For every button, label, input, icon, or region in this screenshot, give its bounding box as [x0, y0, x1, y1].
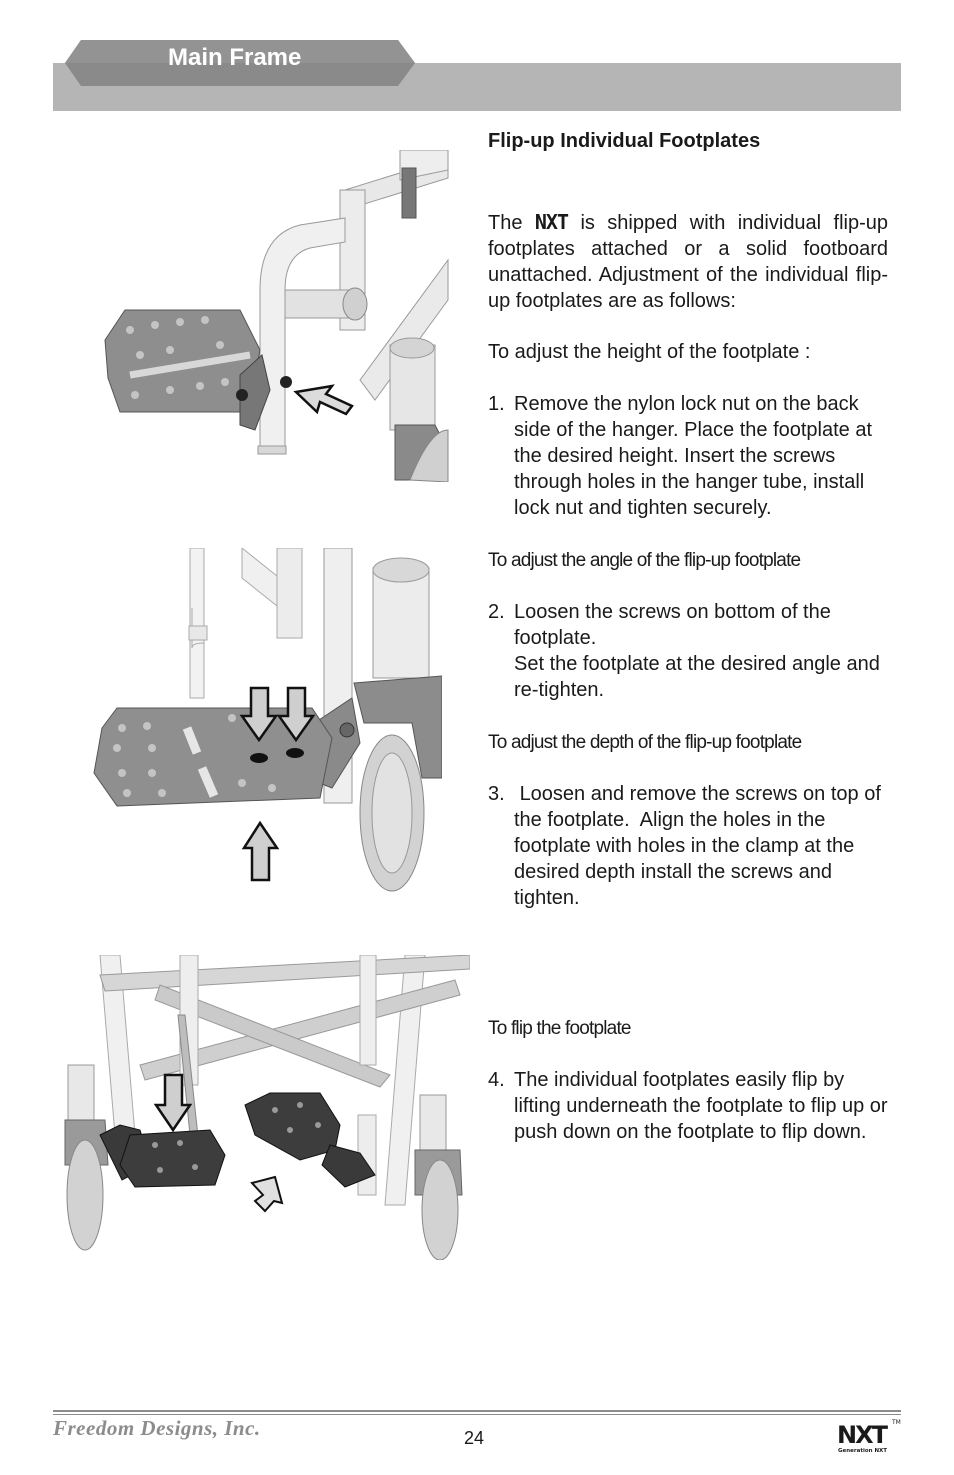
step-text: Loosen the screws on bottom of the footplate.: [514, 601, 831, 649]
logo-tm: TM: [892, 1419, 901, 1426]
page-title: Main Frame: [168, 44, 302, 71]
step-2: [488, 599, 890, 703]
step-text: The individual footplates easily flip by lifting underneath the footplate to flip up or push down on the footplate to flip down.: [514, 1069, 888, 1143]
nxt-inline-logo: NXT: [534, 210, 569, 234]
depth-heading: To adjust the depth of the flip-up footplate: [488, 732, 802, 753]
intro-paragraph: [488, 209, 888, 314]
step-text: Loosen and remove the screws on top of the footplate. Align the holes in the footplate with holes in the clamp at the desired depth install the screws and tighten.: [514, 783, 887, 909]
logo-text: NXT: [837, 1421, 886, 1449]
intro-after-logo: is shipped with individual flip-up footplates attached or a solid footboard unattached. Adjustment of the individual flip-up footplates are as follows:: [488, 212, 889, 312]
step-text: Remove the nylon lock nut on the back side of the hanger. Place the footplate at the desired height. Insert the screws through holes in the hanger tube, install lock nut and tighten securely.: [514, 393, 873, 519]
arrow-icon: [296, 386, 352, 414]
step-number: 4.: [488, 1069, 505, 1091]
flip-heading: To flip the footplate: [488, 1018, 631, 1039]
page-number: 24: [464, 1428, 485, 1448]
angle-heading: To adjust the angle of the flip-up footplate: [488, 550, 801, 571]
step-number: 2.: [488, 601, 505, 623]
step-3: [488, 781, 890, 911]
footer-divider: [53, 1414, 901, 1415]
step-number: 3.: [488, 783, 505, 805]
arrow-icon: [252, 1177, 282, 1211]
logo-tagline: Generation NXT: [838, 1448, 888, 1454]
company-name: Freedom Designs, Inc.: [53, 1416, 261, 1440]
step-4: [488, 1067, 890, 1145]
nxt-logo: [836, 1418, 902, 1458]
step-text: Set the footplate at the desired angle and re-tighten.: [514, 653, 880, 701]
intro-before-logo: The: [488, 212, 523, 234]
section-title: Flip-up Individual Footplates: [488, 130, 761, 152]
footplate-angle-figure: [92, 548, 442, 893]
footplate-height-figure: [100, 150, 450, 482]
step-number: 1.: [488, 393, 505, 415]
height-intro: To adjust the height of the footplate :: [488, 341, 811, 363]
footplate-flip-figure: [60, 955, 470, 1260]
footer-divider: [53, 1410, 901, 1412]
arrow-icon: [244, 823, 277, 880]
step-1: [488, 391, 890, 521]
